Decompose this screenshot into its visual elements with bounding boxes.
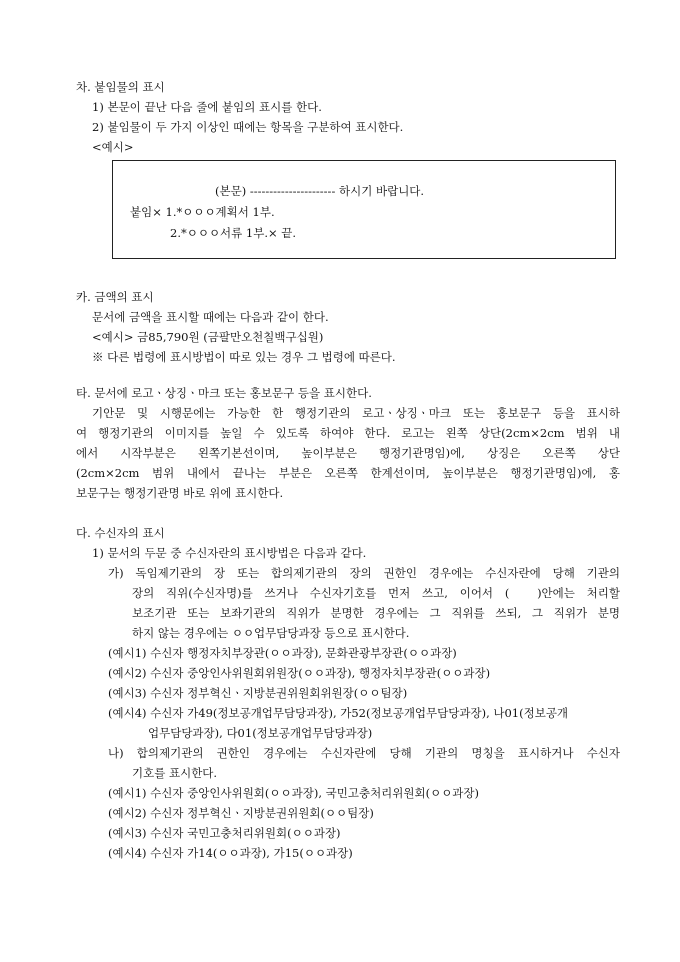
section-ta-para-line: 여 행정기관의 이미지를 높일 수 있도록 하여야 한다. 로고는 왼쪽 상단(2cm×2cm 범위 내: [76, 426, 620, 440]
section-da-ga-line: 장의 직위(수신자명)를 쓰거나 수신자기호를 먼저 쓰고, 이어서 ( )안에는 처리할: [132, 586, 620, 600]
section-cha-example-label: <예시>: [92, 140, 134, 154]
section-ta-heading: 타. 문서에 로고ㆍ상징ㆍ마크 또는 홍보문구 등을 표시한다.: [76, 386, 372, 400]
section-ka-line3: ※ 다른 법령에 표시방법이 따로 있는 경우 그 법령에 따른다.: [92, 350, 396, 364]
na-example-line: (예시1) 수신자 중앙인사위원회(ㅇㅇ과장), 국민고충처리위원회(ㅇㅇ과장): [108, 786, 480, 800]
section-da-ga-line: 보조기관 또는 보좌기관의 직위가 분명한 경우에는 그 직위를 쓰되, 그 직위가 분명: [132, 606, 620, 620]
section-ka-line2: <예시> 금85,790원 (금팔만오천칠백구십원): [92, 330, 324, 344]
na-example-line: (예시4) 수신자 가14(ㅇㅇ과장), 가15(ㅇㅇ과장): [108, 846, 353, 860]
example-body-line: (본문) ---------------------- 하시기 바랍니다.: [215, 184, 425, 198]
section-da-item1: 1) 문서의 두문 중 수신자란의 표시방법은 다음과 같다.: [92, 546, 367, 560]
section-ta-para-line: 기안문 및 시행문에는 가능한 한 행정기관의 로고ㆍ상징ㆍ마크 또는 홍보문구 등을 표시하: [92, 406, 620, 420]
na-example-line: (예시2) 수신자 정부혁신ㆍ지방분권위원회(ㅇㅇ팀장): [108, 806, 374, 820]
section-da-na-line: 기호를 표시한다.: [132, 766, 218, 780]
ga-example-line: (예시1) 수신자 행정자치부장관(ㅇㅇ과장), 문화관광부장관(ㅇㅇ과장): [108, 646, 457, 660]
ga-example-line: 업무담당과장), 다01(정보공개업무담당과장): [148, 726, 373, 740]
section-ka-line1: 문서에 금액을 표시할 때에는 다음과 같이 한다.: [92, 310, 329, 324]
section-ka-heading: 카. 금액의 표시: [76, 290, 154, 304]
example-attach-line2: 2.*ㅇㅇㅇ서류 1부.× 끝.: [170, 226, 297, 240]
example-attach-line1: 붙임× 1.*ㅇㅇㅇ계획서 1부.: [130, 205, 275, 219]
ga-example-line: (예시4) 수신자 가49(정보공개업무담당과장), 가52(정보공개업무담당과장), 나01(정보공개: [108, 706, 569, 720]
section-ta-para-line: 보문구는 행정기관명 바로 위에 표시한다.: [76, 486, 284, 500]
section-da-ga-line: 하지 않는 경우에는 ㅇㅇ업무담당과장 등으로 표시한다.: [132, 626, 410, 640]
section-da-ga-line: 가) 독임제기관의 장 또는 합의제기관의 장의 권한인 경우에는 수신자란에 당해 기관의: [108, 566, 620, 580]
section-cha-heading: 차. 붙임물의 표시: [76, 80, 165, 94]
section-ta-para-line: 에서 시작부분은 왼쪽기본선이며, 높이부분은 행정기관명임)에, 상징은 오른쪽 상단: [76, 446, 620, 460]
section-da-na-line: 나) 합의제기관의 권한인 경우에는 수신자란에 당해 기관의 명칭을 표시하거나 수신자: [108, 746, 620, 760]
ga-example-line: (예시2) 수신자 중앙인사위원회위원장(ㅇㅇ과장), 행정자치부장관(ㅇㅇ과장): [108, 666, 491, 680]
section-da-heading: 다. 수신자의 표시: [76, 526, 165, 540]
ga-example-line: (예시3) 수신자 정부혁신ㆍ지방분권위원회위원장(ㅇㅇ팀장): [108, 686, 408, 700]
na-example-line: (예시3) 수신자 국민고충처리위원회(ㅇㅇ과장): [108, 826, 341, 840]
section-ta-para-line: (2cm×2cm 범위 내에서 끝나는 부분은 오른쪽 한계선이며, 높이부분은 행정기관명임)에, 홍: [76, 466, 620, 480]
section-cha-item2: 2) 붙임물이 두 가지 이상인 때에는 항목을 구분하여 표시한다.: [92, 120, 404, 134]
section-cha-item1: 1) 본문이 끝난 다음 줄에 붙임의 표시를 한다.: [92, 100, 322, 114]
